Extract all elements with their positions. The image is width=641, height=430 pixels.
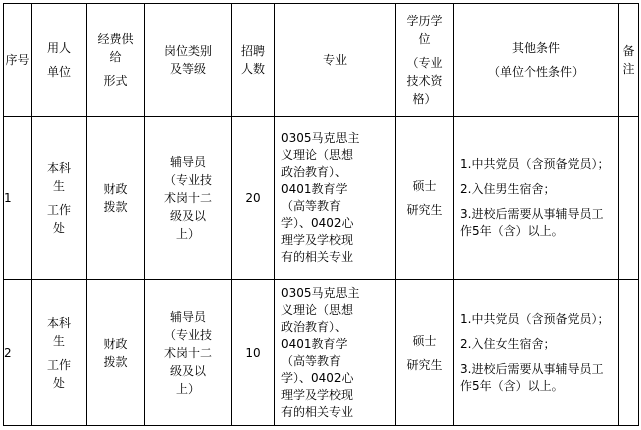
row-major: 0305马克思主 义理论（思想 政治教育）、 0401教育学 （高等教育 学）、0402心 理学及学校现 有的相关专业 [275,280,396,426]
header-row [4,4,639,117]
row-funding: 财政 拨款 [87,280,145,426]
row-seq: 1 [4,117,32,280]
row-seq: 2 [4,280,32,426]
row-unit: 本科 生 工作 处 [32,280,87,426]
header-major: 专业 [275,4,396,117]
row-conditions: 1.中共党员（含预备党员）； 2.入住女生宿舍； 3.进校后需要从事辅导员工作5年（含）以上。 [454,280,619,426]
row-count: 20 [232,117,275,280]
table-row [4,117,639,280]
row-post: 辅导员 （专业技 术岗十二 级及以 上） [145,280,232,426]
row-funding: 财政 拨款 [87,117,145,280]
row-edu: 硕士 研究生 [396,280,454,426]
recruitment-table [3,3,639,426]
row-remark [619,280,639,426]
row-remark [619,117,639,280]
row-conditions: 1.中共党员（含预备党员）； 2.入住男生宿舍； 3.进校后需要从事辅导员工作5年（含）以上。 [454,117,619,280]
header-seq: 序号 [4,4,32,117]
row-post: 辅导员 （专业技 术岗十二 级及以 上） [145,117,232,280]
row-edu: 硕士 研究生 [396,117,454,280]
header-other: 其他条件 （单位个性条件） [454,4,619,117]
row-count: 10 [232,280,275,426]
header-remark: 备 注 [619,4,639,117]
header-count: 招聘 人数 [232,4,275,117]
table-row [4,280,639,426]
header-unit: 用人 单位 [32,4,87,117]
row-unit: 本科 生 工作 处 [32,117,87,280]
header-funding: 经费供 给 形式 [87,4,145,117]
row-major: 0305马克思主 义理论（思想 政治教育）、 0401教育学 （高等教育 学）、0402心 理学及学校现 有的相关专业 [275,117,396,280]
header-edu: 学历学 位 （专业 技术资 格） [396,4,454,117]
header-post: 岗位类别 及等级 [145,4,232,117]
